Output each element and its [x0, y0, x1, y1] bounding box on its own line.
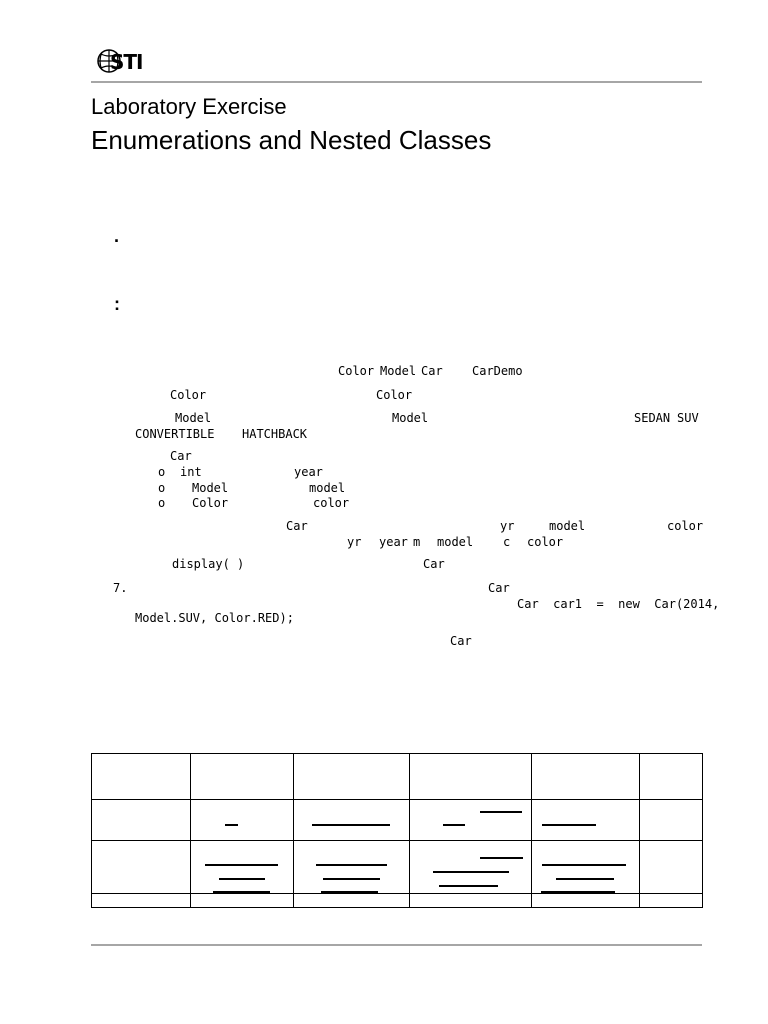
text-color: color — [667, 519, 704, 533]
text-car: Car — [450, 634, 472, 648]
page-title: Enumerations and Nested Classes — [91, 125, 492, 155]
text-model: Model — [392, 411, 429, 425]
blank-line — [316, 864, 387, 866]
text-int: int — [180, 465, 202, 479]
blank-line — [439, 885, 498, 887]
text-year: year — [294, 465, 323, 479]
blank-line — [321, 891, 378, 893]
text-car: Car — [286, 519, 308, 533]
code-line-2: Model.SUV, Color.RED); — [135, 611, 294, 625]
blank-line — [556, 878, 614, 880]
code-line-1: Car car1 = new Car(2014, — [517, 597, 720, 611]
text-car: Car — [423, 557, 445, 571]
table-cell — [410, 894, 532, 908]
table-cell — [294, 754, 410, 800]
table-cell — [640, 894, 703, 908]
logo-text: STI — [110, 50, 143, 74]
text-color: Color — [192, 496, 229, 510]
blank-line — [213, 891, 270, 893]
table-cell — [640, 841, 703, 894]
blank-line — [443, 824, 465, 826]
table-cell — [532, 754, 640, 800]
table-cell — [532, 841, 640, 894]
blank-line — [480, 857, 523, 859]
text-color: color — [527, 535, 564, 549]
text-color: Color — [170, 388, 207, 402]
table-cell — [410, 841, 532, 894]
table-cell — [410, 754, 532, 800]
blank-line — [433, 871, 509, 873]
text-color: color — [313, 496, 350, 510]
section-bullet-1: . — [114, 226, 120, 246]
table-cell — [294, 841, 410, 894]
table-cell — [191, 800, 294, 841]
text-model: model — [437, 535, 474, 549]
text-model: Model — [192, 481, 229, 495]
table-cell — [92, 841, 191, 894]
table-cell — [640, 754, 703, 800]
text-model: Model — [380, 364, 417, 378]
table-cell — [640, 800, 703, 841]
sub-bullet: o — [158, 465, 166, 479]
text-c: c — [503, 535, 511, 549]
text-car: Car — [488, 581, 510, 595]
text-car: Car — [170, 449, 192, 463]
table-cell — [191, 754, 294, 800]
text-model: Model — [175, 411, 212, 425]
header-divider — [91, 81, 702, 83]
step-number: 7. — [113, 581, 128, 595]
blank-line — [541, 891, 615, 893]
text-convertible: CONVERTIBLE — [135, 427, 215, 441]
table-cell — [92, 894, 191, 908]
table-cell — [294, 800, 410, 841]
section-bullet-2: : — [114, 294, 120, 314]
table-cell — [532, 800, 640, 841]
table-cell — [294, 894, 410, 908]
text-color: Color — [376, 388, 413, 402]
blank-line — [205, 864, 278, 866]
table-cell — [92, 800, 191, 841]
blank-line — [480, 811, 522, 813]
text-hatchback: HATCHBACK — [242, 427, 308, 441]
text-model: model — [309, 481, 346, 495]
table-cell — [191, 841, 294, 894]
text-car: Car — [421, 364, 443, 378]
blank-line — [312, 824, 390, 826]
table-cell — [92, 754, 191, 800]
text-year: year — [379, 535, 408, 549]
text-color: Color — [338, 364, 375, 378]
text-display: display( ) — [172, 557, 245, 571]
text-cardemo: CarDemo — [472, 364, 523, 378]
blank-line — [219, 878, 265, 880]
table-cell — [410, 800, 532, 841]
text-sedan: SEDAN — [634, 411, 671, 425]
page-subtitle: Laboratory Exercise — [91, 94, 287, 119]
text-m: m — [413, 535, 421, 549]
sub-bullet: o — [158, 481, 166, 495]
table-cell — [532, 894, 640, 908]
text-suv: SUV — [677, 411, 699, 425]
text-model: model — [549, 519, 586, 533]
blank-line — [323, 878, 380, 880]
table-cell — [191, 894, 294, 908]
sub-bullet: o — [158, 496, 166, 510]
blank-line — [225, 824, 238, 826]
blank-line — [542, 824, 596, 826]
footer-divider — [91, 944, 702, 946]
blank-line — [542, 864, 626, 866]
text-yr: yr — [347, 535, 362, 549]
text-yr: yr — [500, 519, 515, 533]
grading-table — [91, 753, 703, 908]
